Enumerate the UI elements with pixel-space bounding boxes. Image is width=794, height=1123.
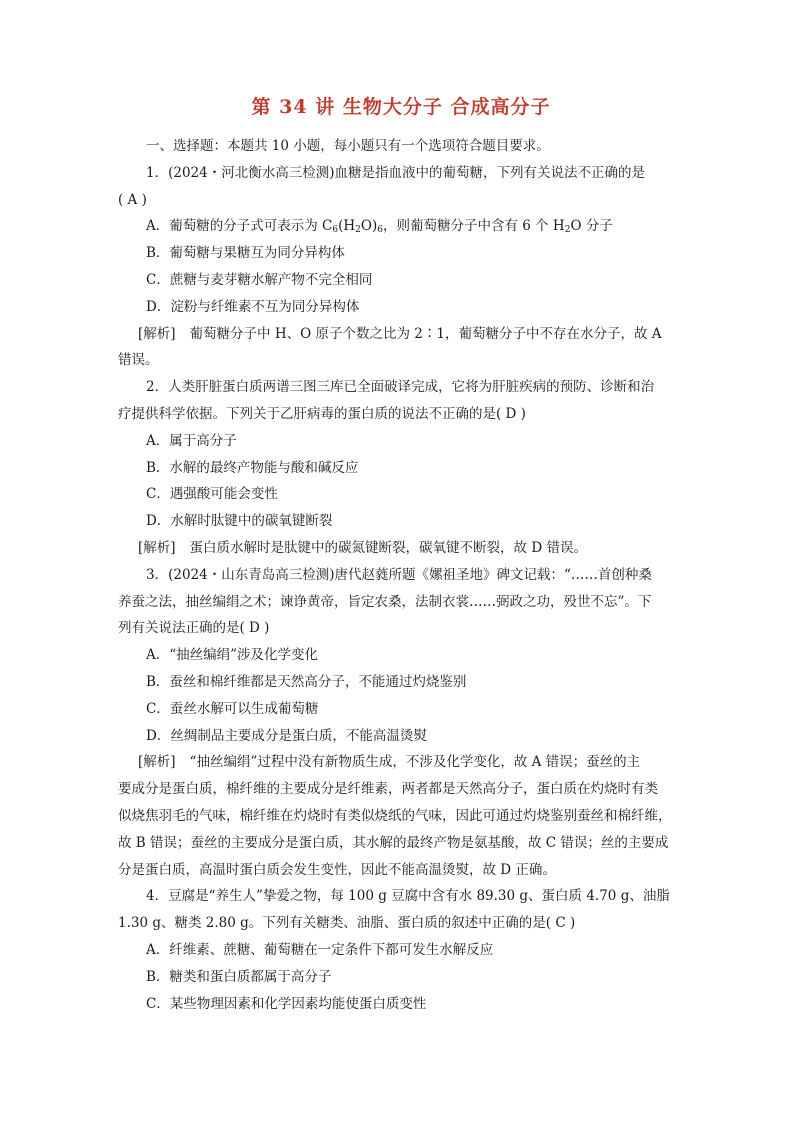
option-a: A．葡萄糖的分子式可表示为 $C_6(H_2O)_6$，则葡萄糖分子中含有 6 个 $H_2O$ 分子 xyxy=(146,218,613,236)
question-1 xyxy=(118,160,684,374)
option-d: D．丝绸制品主要成分是蛋白质，不能高温烫熨 xyxy=(146,727,427,744)
question-4 xyxy=(118,883,684,1017)
analysis-line: [解析] 葡萄糖分子中 H、O 原子个数之比为 2∶1，葡萄糖分子中不存在水分子，故 A xyxy=(138,325,662,342)
option-d: D．淀粉与纤维素不互为同分异构体 xyxy=(146,298,360,315)
analysis-line: 故 B 错误；蚕丝的主要成分是蛋白质，其水解的最终产物是氨基酸，故 C 错误；丝的主要成 xyxy=(118,834,669,851)
question-stem-line: 4．豆腐是“养生人”挚爱之物，每 100 g 豆腐中含有水 89.30 g、蛋白质 4.70 g、油脂 xyxy=(146,888,670,905)
option-a: A．“抽丝编绢”涉及化学变化 xyxy=(146,647,319,664)
option-c: C．遇强酸可能会变性 xyxy=(146,486,278,503)
question-stem-line: 疗提供科学依据。下列关于乙肝病毒的蛋白质的说法不正确的是( D ) xyxy=(118,405,526,422)
analysis-line: 似烧焦羽毛的气味，棉纤维在灼烧时有类似烧纸的气味，因此可通过灼烧鉴别蚕丝和棉纤维， xyxy=(118,807,672,824)
question-2 xyxy=(118,374,684,562)
option-c: C．某些物理因素和化学因素均能使蛋白质变性 xyxy=(146,995,427,1012)
question-stem-line: 养蚕之法，抽丝编绢之术；谏诤黄帝，旨定农桑，法制衣裳……弼政之功，殁世不忘”。下 xyxy=(118,593,652,610)
analysis-line: 分是蛋白质，高温时蛋白质会发生变性，因此不能高温烫熨，故 D 正确。 xyxy=(118,861,556,878)
question-stem-line: 列有关说法正确的是( D ) xyxy=(118,620,270,637)
option-c: C．蔗糖与麦芽糖水解产物不完全相同 xyxy=(146,271,373,288)
option-a: A．属于高分子 xyxy=(146,432,237,449)
question-stem-line: 2．人类肝脏蛋白质两谱三图三库已全面破译完成，它将为肝脏疾病的预防、诊断和治 xyxy=(146,379,655,396)
question-3 xyxy=(118,562,684,884)
question-stem-line: 3．(2024・山东青岛高三检测)唐代赵蕤所题《嫘祖圣地》碑文记载：“……首创种桑 xyxy=(146,566,652,583)
option-b: B．蚕丝和棉纤维都是天然高分子，不能通过灼烧鉴别 xyxy=(146,673,467,690)
page-title: 第 34 讲 生物大分子 合成高分子 xyxy=(251,96,551,118)
analysis-line: 错误。 xyxy=(118,352,159,369)
analysis-tag: [解析] xyxy=(138,325,176,342)
option-b: B．水解的最终产物能与酸和碱反应 xyxy=(146,459,359,476)
option-c: C．蚕丝水解可以生成葡萄糖 xyxy=(146,700,319,717)
question-stem-line: 1.30 g、糖类 2.80 g。下列有关糖类、油脂、蛋白质的叙述中正确的是( C ) xyxy=(118,915,576,932)
option-a: A．纤维素、蔗糖、葡萄糖在一定条件下都可发生水解反应 xyxy=(146,941,494,958)
analysis-line: 要成分是蛋白质，棉纤维的主要成分是纤维素，两者都是天然高分子，蛋白质在灼烧时有类 xyxy=(118,781,658,798)
question-stem-line: ( A ) xyxy=(118,191,147,208)
question-stem-line: 1．(2024・河北衡水高三检测)血糖是指血液中的葡萄糖，下列有关说法不正确的是 xyxy=(146,164,645,181)
option-d: D．水解时肽键中的碳氧键断裂 xyxy=(146,513,333,530)
analysis-line: [解析] 蛋白质水解时是肽键中的碳氮键断裂，碳氧键不断裂，故 D 错误。 xyxy=(138,539,587,556)
section-intro: 一、选择题：本题共 10 小题，每小题只有一个选项符合题目要求。 xyxy=(146,138,550,154)
analysis-tag: [解析] xyxy=(138,539,176,556)
analysis-line: [解析] “抽丝编绢”过程中没有新物质生成，不涉及化学变化，故 A 错误；蚕丝的主 xyxy=(138,754,641,771)
option-b: B．糖类和蛋白质都属于高分子 xyxy=(146,968,332,985)
option-b: B．葡萄糖与果糖互为同分异构体 xyxy=(146,245,345,262)
analysis-tag: [解析] xyxy=(138,754,176,771)
